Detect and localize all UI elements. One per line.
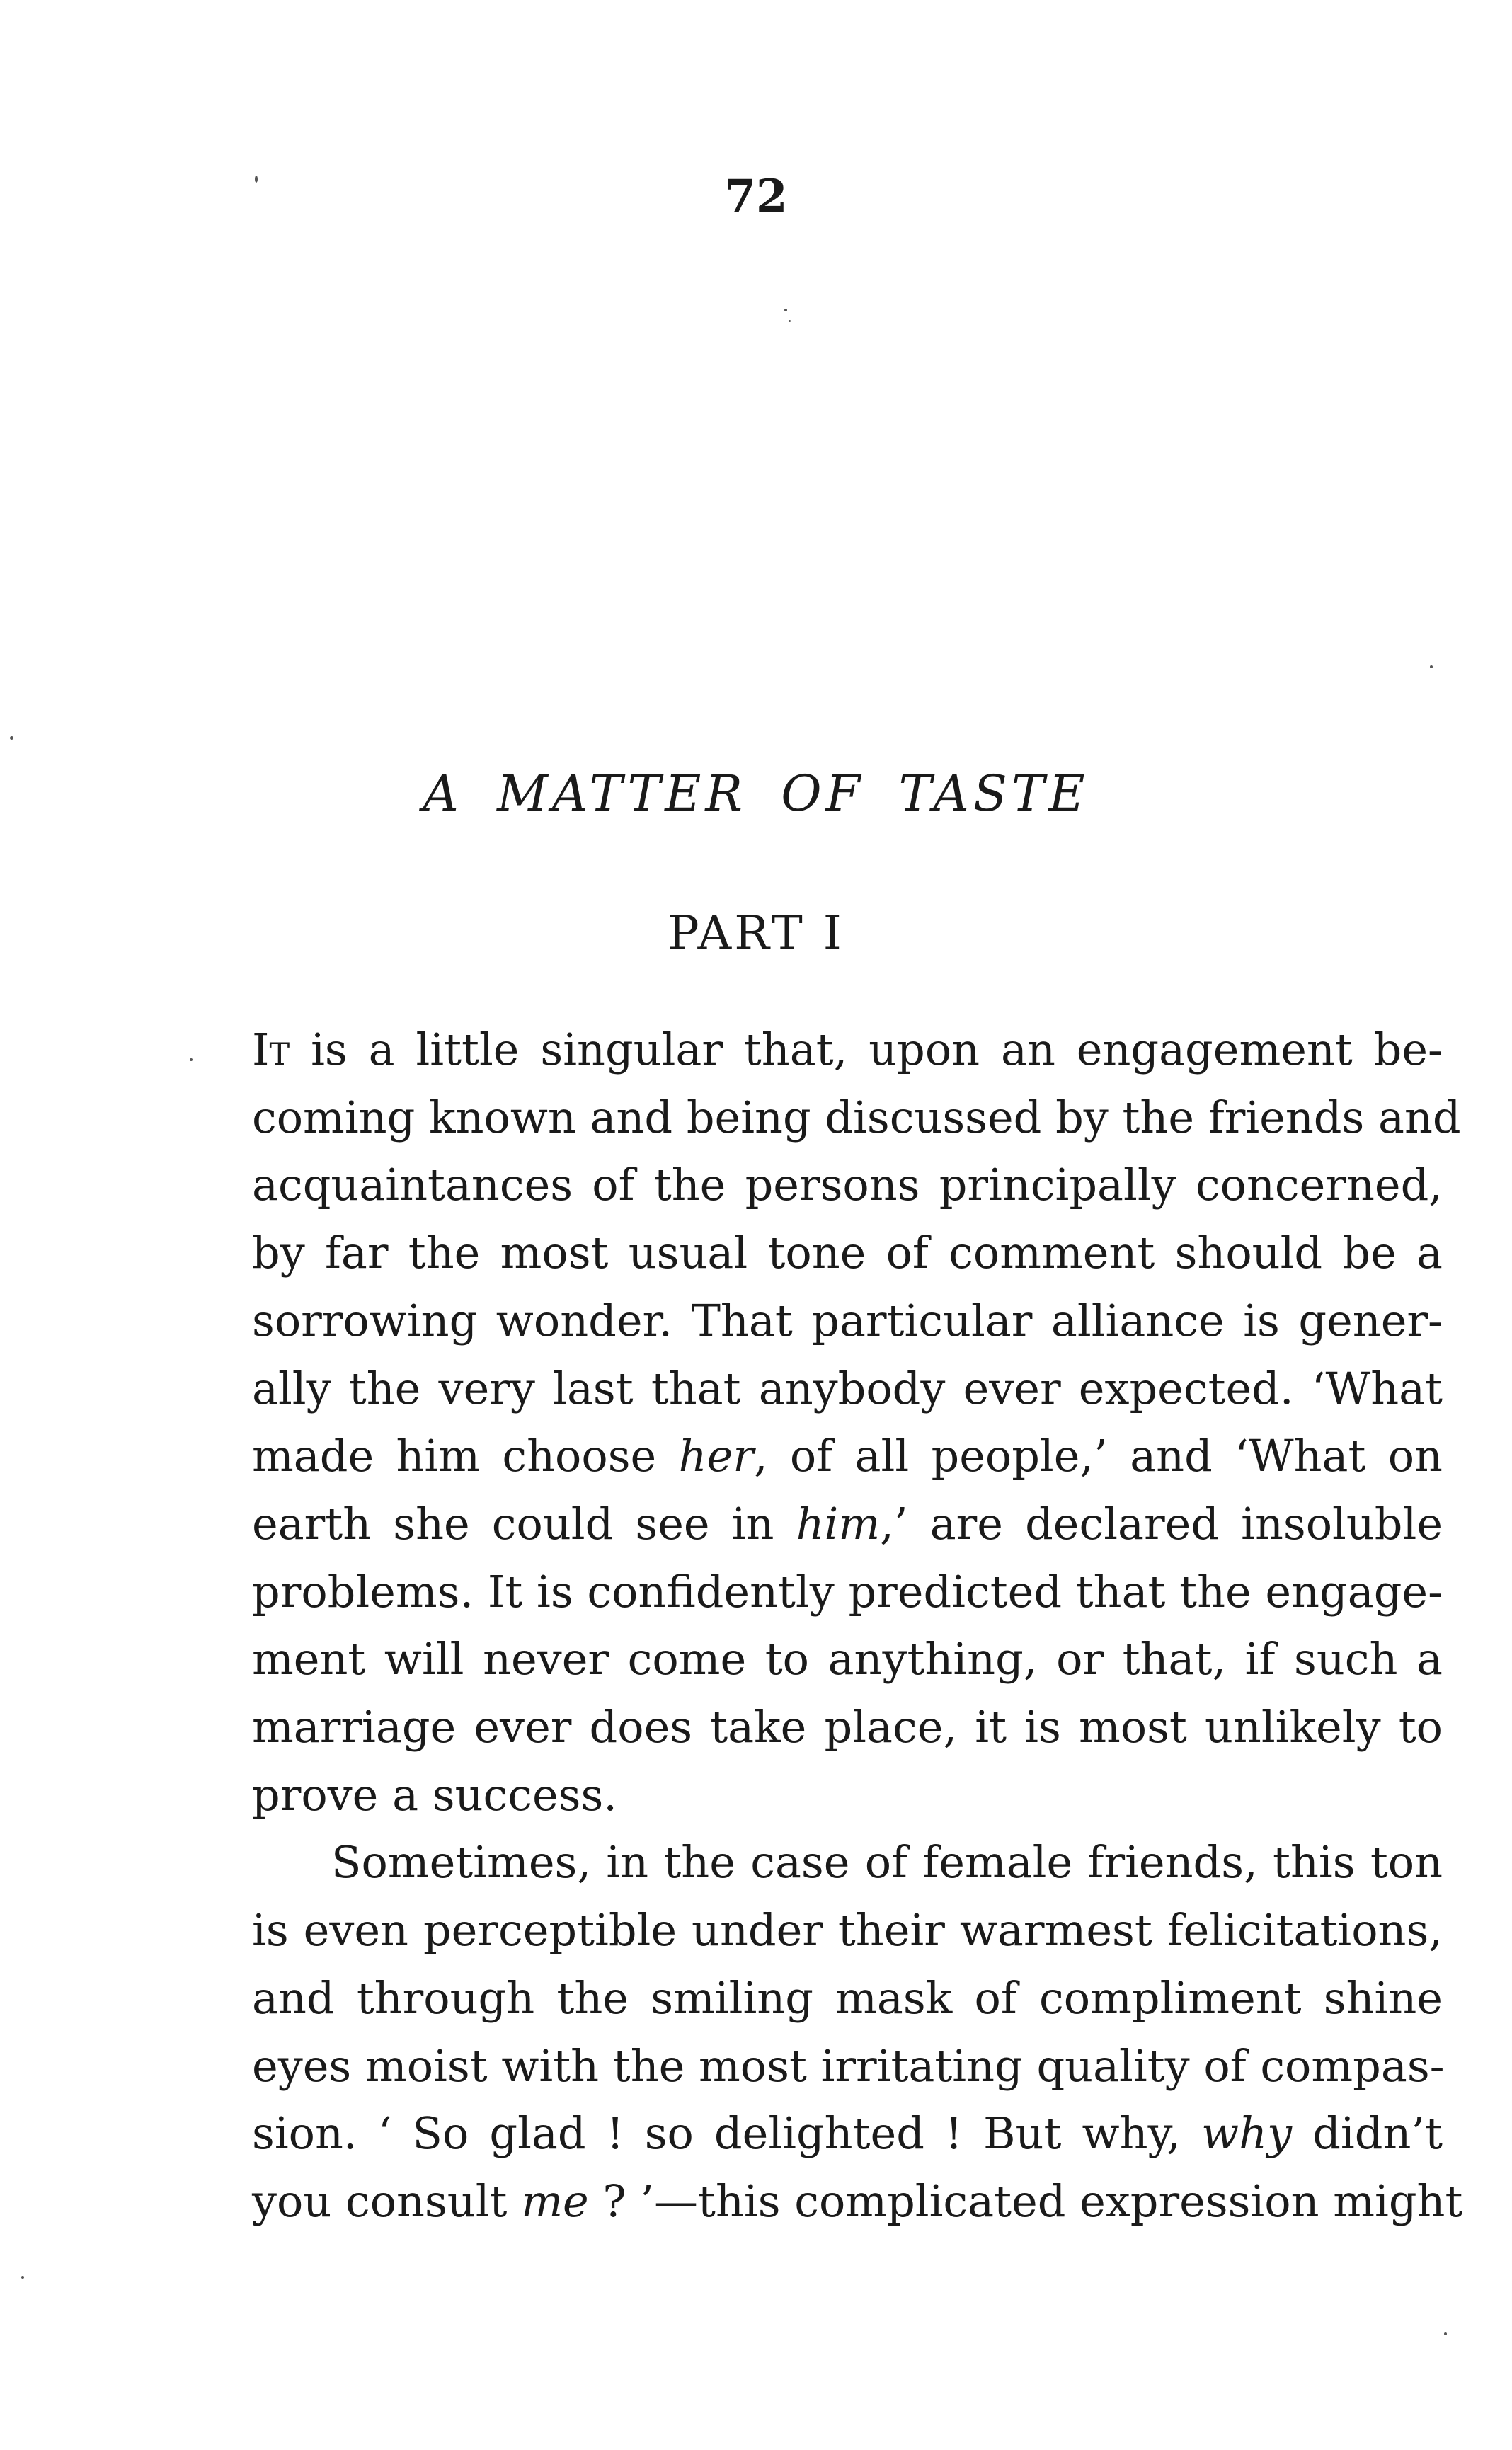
text-line: eyes moist with the most irritating quality of compas- xyxy=(252,2039,1445,2092)
text-line: ment will never come to anything, or that, if such a xyxy=(252,1633,1443,1685)
story-title: A MATTER OF TASTE xyxy=(423,765,1089,823)
emphasis: him xyxy=(796,1497,881,1550)
scan-speck xyxy=(1430,665,1433,668)
scan-speck xyxy=(1444,2332,1447,2335)
scan-speck xyxy=(255,176,258,183)
scan-speck xyxy=(190,1058,193,1061)
text-line: is even perceptible under their warmest felicitations, xyxy=(252,1904,1443,1957)
emphasis: her xyxy=(678,1430,754,1482)
emphasis: me xyxy=(521,2175,589,2227)
text-line: sorrowing wonder. That particular alliance is gener- xyxy=(252,1294,1443,1346)
text-line: sion. ‘ So glad ! so delighted ! But why, why didn’t xyxy=(252,2107,1443,2160)
scan-speck xyxy=(10,736,13,740)
emphasis: why xyxy=(1201,2107,1293,2160)
text-line: acquaintances of the persons principally concerned, xyxy=(252,1159,1443,1211)
text-line: and through the smiling mask of compliment shine xyxy=(252,1971,1443,2024)
scan-speck xyxy=(784,309,787,311)
scan-speck xyxy=(21,2276,24,2279)
part-heading: PART I xyxy=(668,906,844,961)
text-line: by far the most usual tone of comment should be a xyxy=(252,1227,1443,1279)
drop-cap: It xyxy=(252,1024,290,1075)
text-line: problems. It is confidently predicted that the engage- xyxy=(252,1565,1443,1618)
text-line: earth she could see in him,’ are declared insoluble xyxy=(252,1497,1443,1550)
paragraph-1 xyxy=(252,1016,1461,1828)
text-line: you consult me ? ’—this complicated expression might xyxy=(252,2175,1463,2227)
scan-speck xyxy=(789,320,791,322)
text-line: marriage ever does take place, it is most unlikely to xyxy=(252,1701,1443,1753)
text-line: coming known and being discussed by the friends and xyxy=(252,1091,1461,1143)
body-text xyxy=(252,1016,1463,2236)
paragraph-2 xyxy=(252,1828,1463,2235)
text-line: ally the very last that anybody ever expected. ‘What xyxy=(252,1362,1443,1414)
page-number: 72 xyxy=(724,170,788,223)
text-line: Sometimes, in the case of female friends, this ton xyxy=(331,1836,1443,1889)
text-line: It is a little singular that, upon an engagement be- xyxy=(252,1024,1443,1075)
text-line: prove a success. xyxy=(252,1768,617,1821)
text-line: made him choose her, of all people,’ and ‘What on xyxy=(252,1430,1443,1482)
